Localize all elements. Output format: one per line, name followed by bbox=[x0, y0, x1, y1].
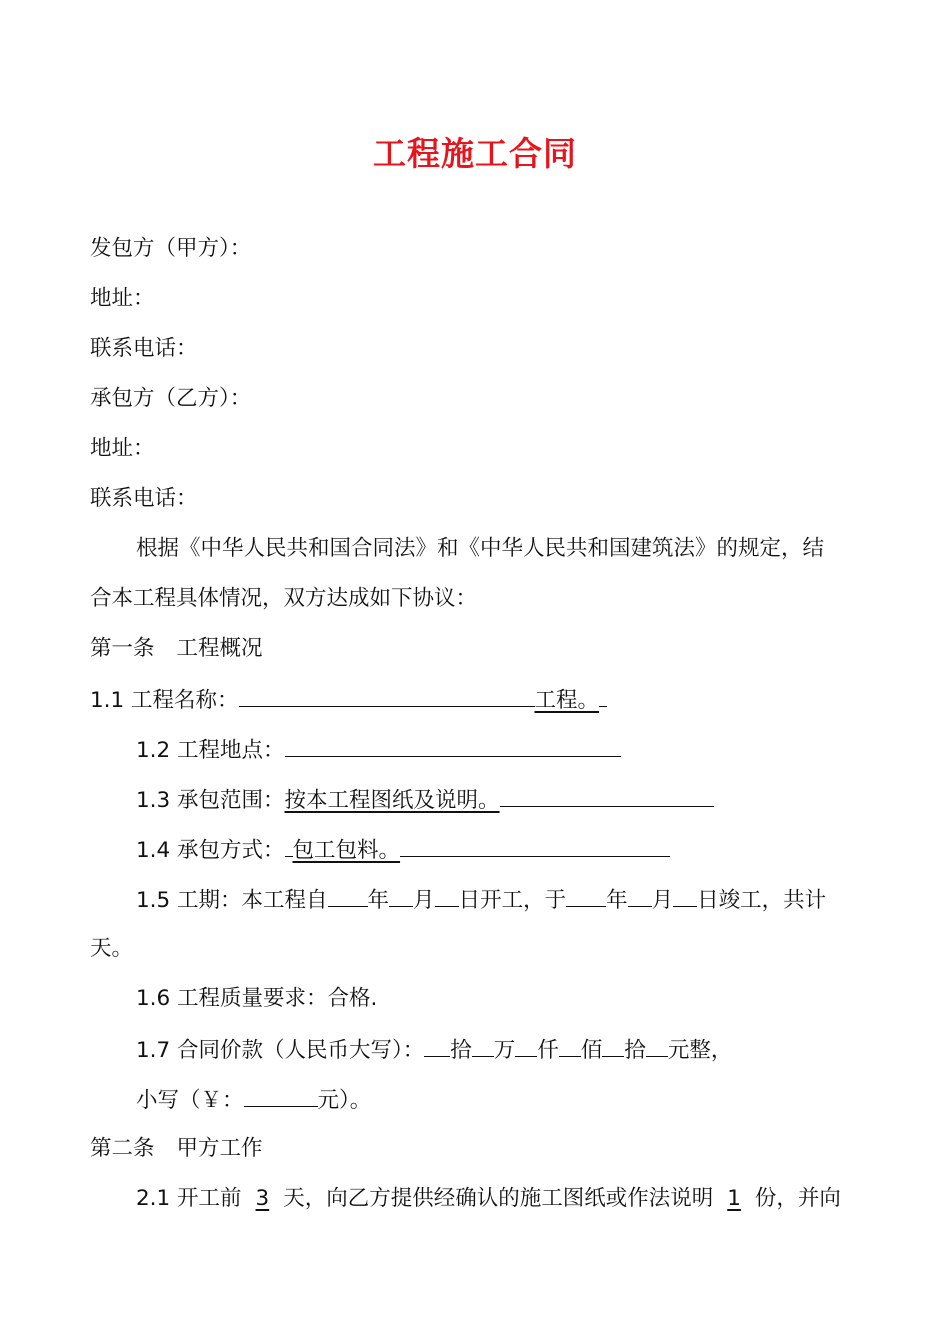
item-2-1-copies: 1 bbox=[727, 1186, 741, 1211]
item-1-7 bbox=[136, 1034, 732, 1066]
item-2-1-text-a: 2.1 开工前 bbox=[136, 1186, 242, 1211]
item-2-1-days: 3 bbox=[255, 1186, 270, 1211]
price-blank-3 bbox=[515, 1034, 537, 1057]
small-amount-label: 小写（￥： bbox=[136, 1088, 244, 1113]
item-1-5-text-a: 1.5 工期：本工程自 bbox=[136, 888, 328, 913]
party-b-label: 承包方（乙方）： bbox=[90, 386, 252, 411]
article-2-name: 甲方工作 bbox=[176, 1136, 263, 1161]
party-a-label: 发包方（甲方）： bbox=[90, 236, 252, 261]
item-1-3-label: 1.3 承包范围： bbox=[136, 788, 285, 813]
party-b-address-label: 地址： bbox=[90, 436, 155, 461]
project-name-blank-tail bbox=[599, 684, 607, 707]
intro-paragraph-line1: 根据《中华人民共和国合同法》和《中华人民共和国建筑法》的规定，结 bbox=[136, 536, 825, 561]
end-year-blank bbox=[566, 884, 606, 907]
article-2-number: 第二条 bbox=[90, 1136, 155, 1161]
item-1-2 bbox=[136, 734, 621, 766]
price-blank-4 bbox=[559, 1034, 581, 1057]
document-title: 工程施工合同 bbox=[373, 134, 577, 173]
price-unit-3: 仟 bbox=[537, 1038, 559, 1063]
project-location-blank bbox=[285, 734, 621, 757]
item-1-5-line2: 天。 bbox=[90, 936, 134, 961]
item-1-7-small bbox=[136, 1084, 371, 1116]
start-month-blank bbox=[389, 884, 413, 907]
item-1-5-line1 bbox=[136, 884, 826, 916]
item-1-1-suffix: 工程。 bbox=[534, 688, 600, 713]
item-1-5-text-d: 日开工，于 bbox=[458, 888, 567, 913]
item-1-4-value: 包工包料。 bbox=[292, 838, 401, 863]
item-2-1-text-c: 份，并向 bbox=[754, 1186, 841, 1211]
project-name-blank bbox=[239, 684, 535, 707]
item-1-3 bbox=[136, 784, 714, 816]
price-blank-5 bbox=[602, 1034, 624, 1057]
price-blank-1 bbox=[424, 1034, 450, 1057]
item-1-4 bbox=[136, 834, 670, 866]
item-1-7-label: 1.7 合同价款（人民币大写）： bbox=[136, 1038, 425, 1063]
item-1-5-text-e: 年 bbox=[606, 888, 628, 913]
end-day-blank bbox=[673, 884, 697, 907]
end-month-blank bbox=[628, 884, 652, 907]
item-1-5-text-c: 月 bbox=[413, 888, 435, 913]
price-unit-2: 万 bbox=[493, 1038, 516, 1063]
article-1-name: 工程概况 bbox=[176, 636, 263, 661]
article-2-heading bbox=[90, 1134, 263, 1164]
item-1-2-label: 1.2 工程地点： bbox=[136, 738, 285, 763]
party-a-phone-label: 联系电话： bbox=[90, 336, 198, 361]
price-unit-1: 拾 bbox=[450, 1038, 472, 1063]
contract-mode-blank bbox=[400, 834, 670, 857]
price-unit-4: 佰 bbox=[580, 1038, 603, 1063]
small-amount-suffix: 元）。 bbox=[317, 1088, 372, 1113]
small-amount-blank bbox=[244, 1084, 318, 1107]
start-year-blank bbox=[328, 884, 368, 907]
party-a-address-label: 地址： bbox=[90, 286, 155, 311]
price-unit-6: 元整， bbox=[667, 1038, 733, 1063]
price-blank-2 bbox=[472, 1034, 494, 1057]
item-1-5-text-b: 年 bbox=[367, 888, 390, 913]
price-blank-6 bbox=[646, 1034, 668, 1057]
item-1-6: 1.6 工程质量要求：合格. bbox=[136, 986, 378, 1011]
item-1-1 bbox=[90, 684, 607, 716]
intro-paragraph-line2: 合本工程具体情况，双方达成如下协议： bbox=[90, 586, 478, 611]
contract-mode-blank-lead bbox=[285, 834, 293, 857]
item-2-1-text-b: 天，向乙方提供经确认的施工图纸或作法说明 bbox=[283, 1186, 714, 1211]
article-1-heading bbox=[90, 634, 263, 664]
party-b-phone-label: 联系电话： bbox=[90, 486, 198, 511]
scope-blank bbox=[500, 784, 714, 807]
article-1-number: 第一条 bbox=[90, 636, 155, 661]
item-1-5-text-f: 月 bbox=[651, 888, 674, 913]
start-day-blank bbox=[435, 884, 459, 907]
item-2-1 bbox=[136, 1184, 841, 1214]
item-1-1-label: 1.1 工程名称： bbox=[90, 688, 239, 713]
item-1-4-label: 1.4 承包方式： bbox=[136, 838, 285, 863]
price-unit-5: 拾 bbox=[624, 1038, 646, 1063]
item-1-3-value: 按本工程图纸及说明。 bbox=[284, 788, 500, 813]
item-1-5-text-g: 日竣工，共计 bbox=[697, 888, 827, 913]
